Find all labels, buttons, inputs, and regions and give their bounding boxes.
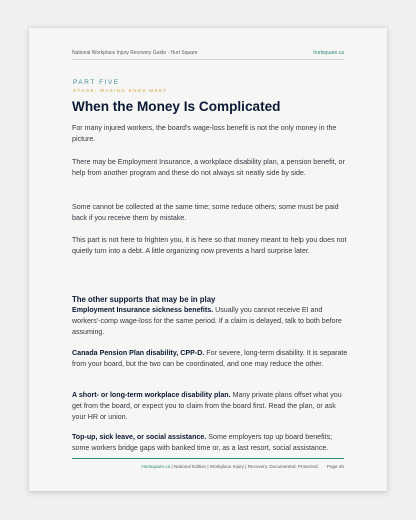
support-term: Top-up, sick leave, or social assistance. xyxy=(72,433,207,441)
supports-heading: The other supports that may be in play xyxy=(72,295,216,304)
support-description: For severe, long-term disability. It is separate from your board, but the two can be coordinated, and one may reduce the other. xyxy=(72,349,348,369)
site-link[interactable]: hurtsquare.ca xyxy=(313,50,344,56)
part-label: PART FIVE xyxy=(73,79,120,86)
intro-paragraph-2: There may be Employment Insurance, a workplace disability plan, a pension benefit, or help from another program and these do not always sit neatly side by side. xyxy=(72,158,345,178)
support-description: Many private plans offset what you get from the board, or expect you to claim from the board first. Read the plan, or ask your HR or union. xyxy=(72,391,342,422)
support-term: Employment Insurance sickness benefits. xyxy=(72,306,214,314)
support-description: Some employers top up board benefits; some workers bridge gaps with banked time or, as a last resort, social assistance. xyxy=(72,433,333,453)
support-item-cpp xyxy=(72,348,348,370)
page-number: Page 45 xyxy=(326,464,344,469)
footer-divider xyxy=(72,458,344,459)
support-description: Usually you cannot receive EI and workers'-comp wage-loss for the same period. If a claim is delayed, talk to both before assuming. xyxy=(72,306,342,337)
stage-label: STAGE: MAKING ENDS MEET xyxy=(73,89,168,94)
support-item-ei xyxy=(72,305,348,339)
support-term: A short- or long-term workplace disability plan. xyxy=(72,391,231,399)
guide-title: National Workplace Injury Recovery Guide · Hurt Square xyxy=(72,50,198,56)
support-item-top-up xyxy=(72,432,348,454)
footer-brand-line xyxy=(141,464,319,469)
footer-brand[interactable]: Hurtsquare.ca xyxy=(141,464,171,469)
footer-edition: | National Edition | Workplace Injury | Recovery. Documented. Protected. xyxy=(170,464,319,469)
document-page xyxy=(29,28,387,491)
support-item-disability-plan xyxy=(72,390,348,424)
intro-paragraph-1: For many injured workers, the board's wage-loss benefit is not the only money in the picture. xyxy=(72,124,337,144)
page-title: When the Money Is Complicated xyxy=(72,99,281,114)
intro-paragraph-3: Some cannot be collected at the same time; some reduce others; some must be paid back if you receive them by mistake. xyxy=(72,203,339,223)
header-divider xyxy=(72,59,344,60)
page-footer xyxy=(29,464,344,469)
support-term: Canada Pension Plan disability, CPP-D. xyxy=(72,349,205,357)
intro-paragraph-4: This part is not here to frighten you, it is here so that money meant to help you does not quietly turn into a debt. A little organizing now prevents a hard surprise later. xyxy=(72,236,347,256)
